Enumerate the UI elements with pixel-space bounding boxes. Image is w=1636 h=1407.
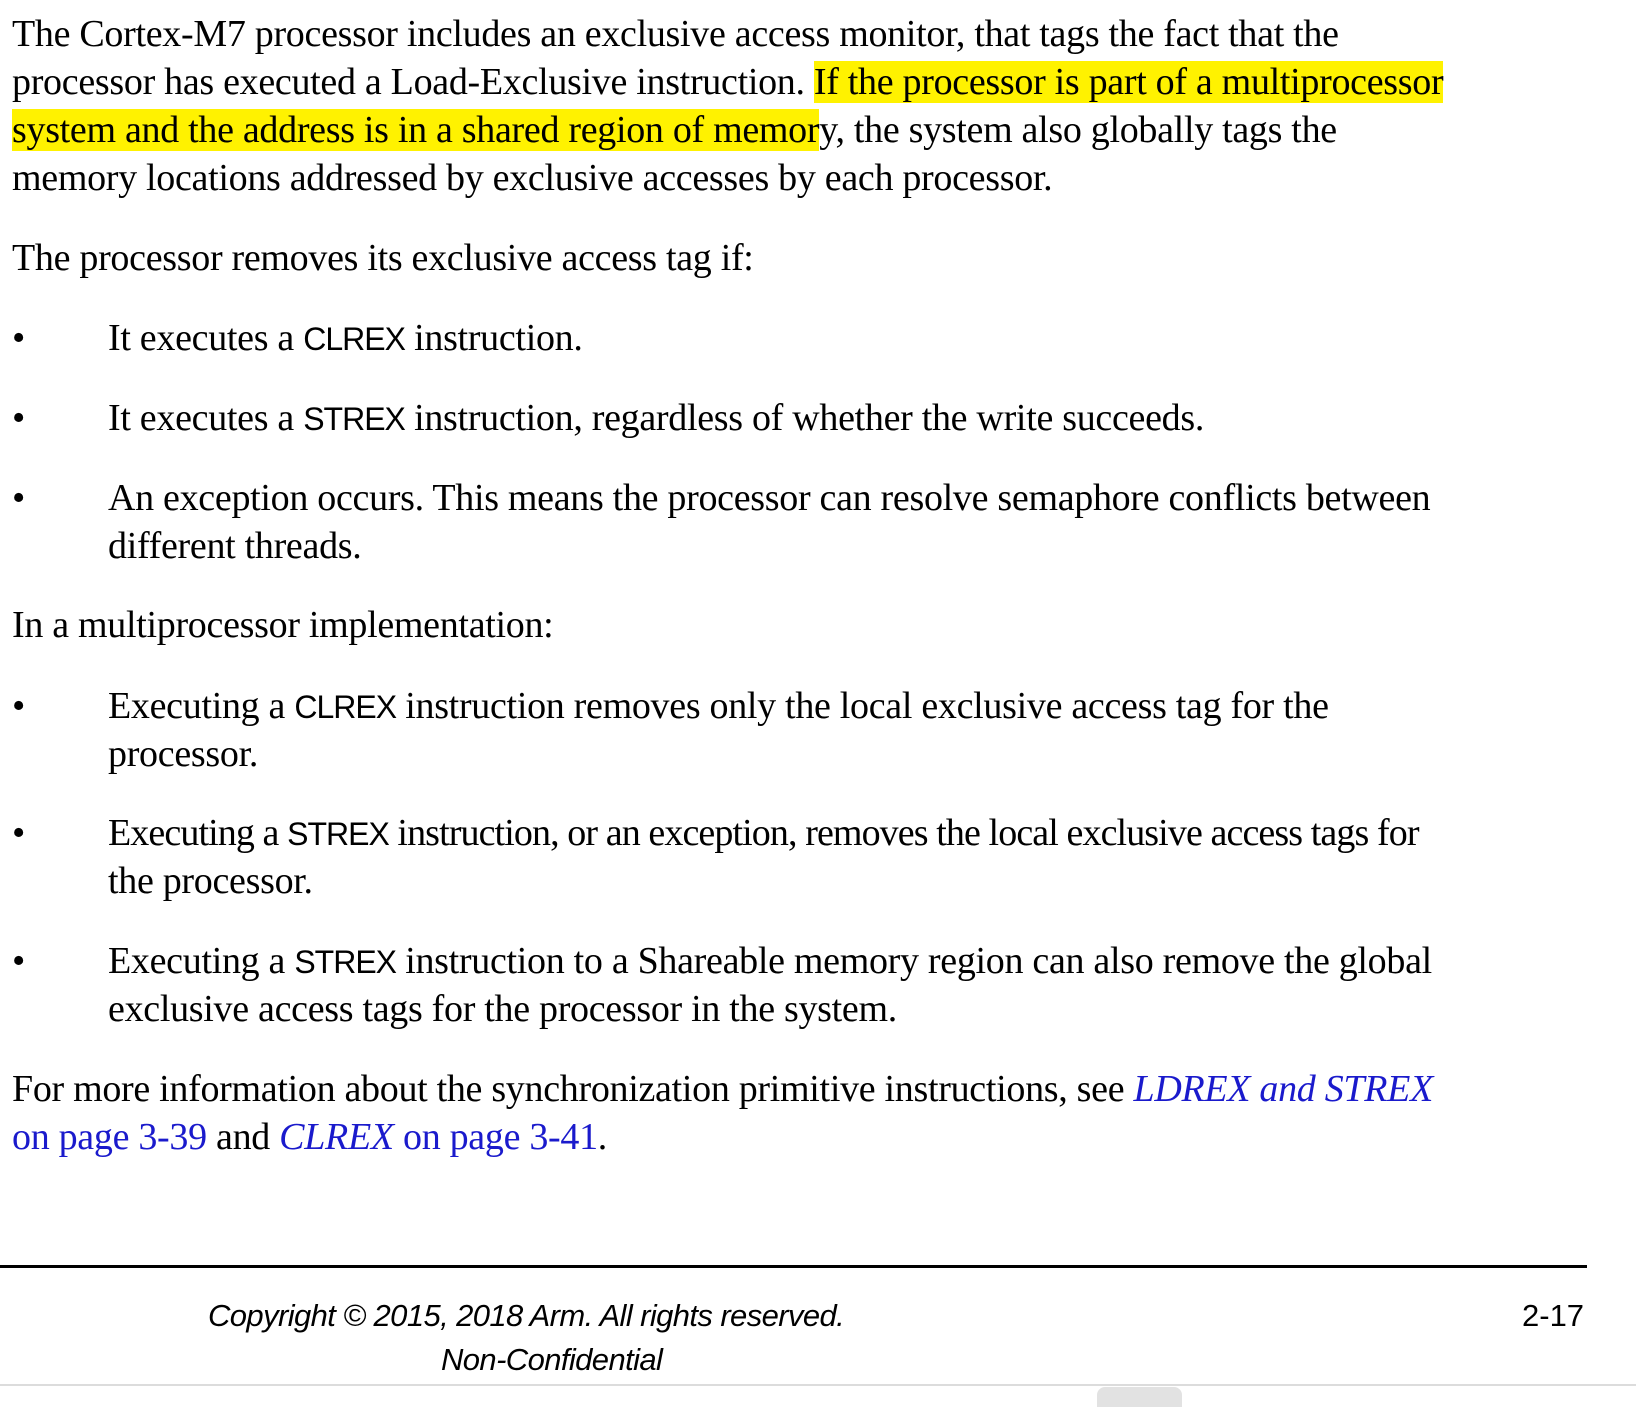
bullet-icon: • xyxy=(12,397,26,439)
bullet-icon: • xyxy=(12,940,26,982)
list-2-item-2-line-1 xyxy=(108,809,1419,858)
footer-confidentiality: Non-Confidential xyxy=(441,1342,663,1377)
highlighted-text[interactable]: If the processor is part of a multiprocessor xyxy=(813,61,1444,103)
text: instruction, regardless of whether the write succeeds. xyxy=(404,397,1205,439)
text: Executing a xyxy=(108,940,295,982)
plain-text: y, the system also globally tags the xyxy=(819,109,1337,151)
text: . xyxy=(597,1116,607,1158)
list-1-item-3-line-2: different threads. xyxy=(108,525,362,567)
paragraph-1-line-1: The Cortex-M7 processor includes an exclusive access monitor, that tags the fact that the xyxy=(12,13,1339,55)
text: Executing a xyxy=(108,812,288,854)
paragraph-2: The processor removes its exclusive access tag if: xyxy=(12,237,754,279)
text: Executing a xyxy=(108,685,295,727)
code-strex: STREX xyxy=(287,816,389,852)
paragraph-4-line-1 xyxy=(12,1065,1433,1113)
viewer-toolbar-handle[interactable] xyxy=(1097,1387,1182,1407)
paragraph-1-line-4: memory locations addressed by exclusive accesses by each processor. xyxy=(12,157,1053,199)
bullet-icon: • xyxy=(12,477,26,519)
text: and xyxy=(206,1116,280,1158)
viewer-bottom-bar xyxy=(0,1384,1636,1403)
footer-copyright: Copyright © 2015, 2018 Arm. All rights reserved. xyxy=(208,1298,845,1333)
list-1-item-2 xyxy=(108,394,1204,443)
list-2-item-3-line-2: exclusive access tags for the processor in the system. xyxy=(108,988,897,1030)
list-2-item-1-line-2: processor. xyxy=(108,733,259,775)
bullet-icon: • xyxy=(12,812,26,854)
text: instruction to a Shareable memory region can also remove the global xyxy=(396,940,1432,982)
code-clrex: CLREX xyxy=(294,689,397,725)
link-ldrex-strex-page[interactable]: on page 3-39 xyxy=(12,1116,207,1158)
paragraph-1-line-3 xyxy=(12,106,1337,154)
link-label[interactable]: CLREX xyxy=(279,1116,394,1158)
footer-page-number: 2-17 xyxy=(1522,1298,1585,1333)
text: instruction, or an exception, removes the local exclusive access tags for xyxy=(388,812,1419,854)
text: instruction removes only the local exclusive access tag for the xyxy=(396,685,1329,727)
list-1-item-3-line-1: An exception occurs. This means the processor can resolve semaphore conflicts between xyxy=(108,477,1431,519)
list-2-item-2-line-2: the processor. xyxy=(108,860,313,902)
list-2-item-1-line-1 xyxy=(108,682,1329,731)
footer-divider xyxy=(0,1265,1587,1268)
list-1-item-1 xyxy=(108,314,583,363)
text: It executes a xyxy=(108,317,304,359)
highlighted-text[interactable]: system and the address is in a shared region of memor xyxy=(12,109,820,151)
link-page[interactable]: on page 3-41 xyxy=(393,1116,598,1158)
paragraph-4-line-2 xyxy=(12,1113,607,1161)
link-clrex[interactable] xyxy=(279,1116,598,1158)
text: For more information about the synchronization primitive instructions, see xyxy=(12,1068,1134,1110)
text: instruction. xyxy=(404,317,583,359)
list-2-item-3-line-1 xyxy=(108,937,1432,986)
code-strex: STREX xyxy=(294,944,397,980)
plain-text: processor has executed a Load-Exclusive instruction. xyxy=(12,61,814,103)
link-label[interactable]: LDREX and STREX xyxy=(1133,1068,1433,1110)
text: It executes a xyxy=(108,397,304,439)
bullet-icon: • xyxy=(12,317,26,359)
code-clrex: CLREX xyxy=(303,321,405,357)
bullet-icon: • xyxy=(12,685,26,727)
paragraph-3: In a multiprocessor implementation: xyxy=(12,604,554,646)
paragraph-1-line-2 xyxy=(12,58,1443,106)
link-ldrex-strex[interactable] xyxy=(1134,1068,1433,1110)
code-strex: STREX xyxy=(303,401,405,437)
